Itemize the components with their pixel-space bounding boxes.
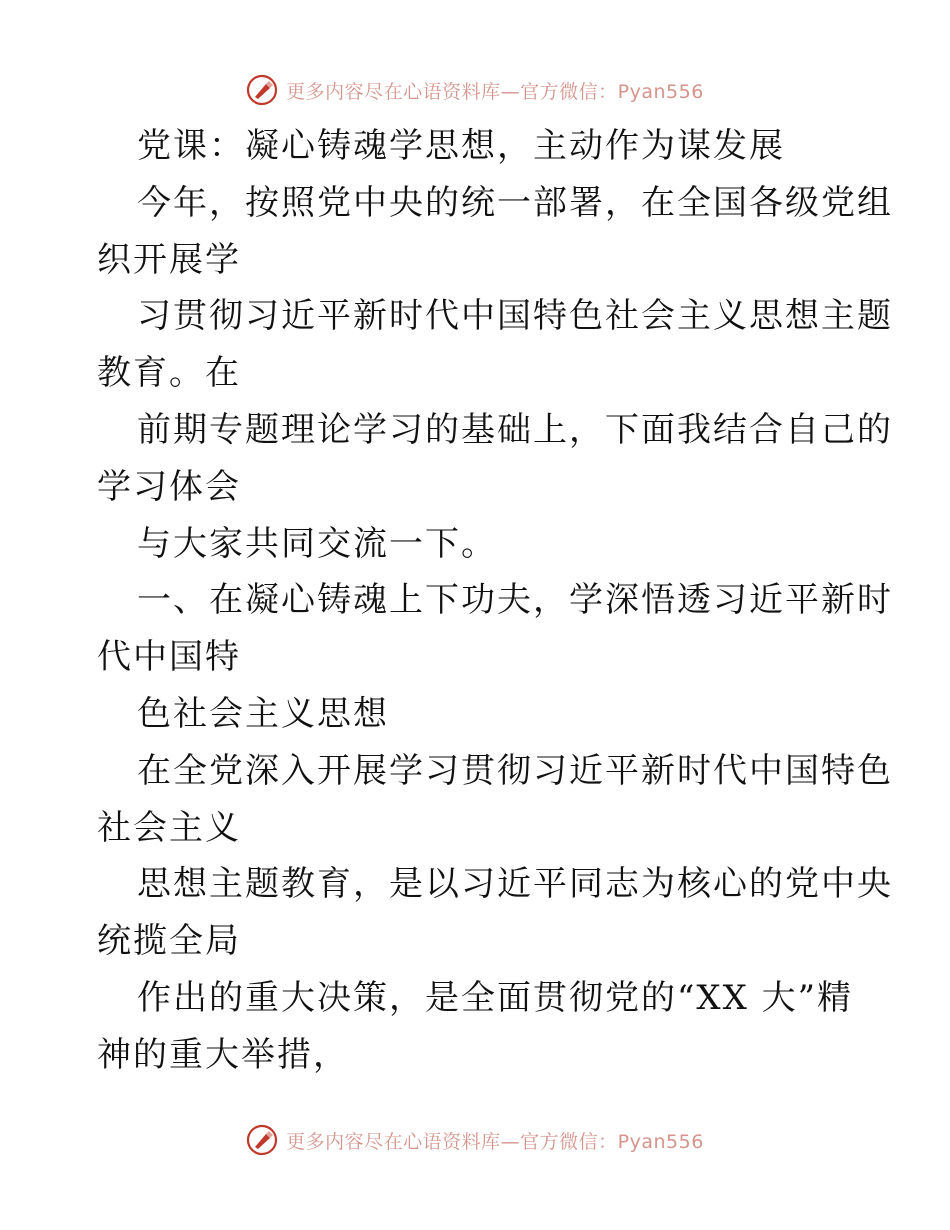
section-heading-line: 一、在凝心铸魂上下功夫，学深悟透习近平新时 <box>137 580 893 621</box>
section-heading-line: 色社会主义思想 <box>137 693 389 734</box>
paragraph-line: 教育。在 <box>97 353 241 394</box>
paragraph-line: 今年，按照党中央的统一部署，在全国各级党组 <box>137 182 893 223</box>
paragraph-line: 与大家共同交流一下。 <box>137 523 497 564</box>
paragraph-line: 作出的重大决策，是全面贯彻党的“XX 大”精 <box>137 977 853 1018</box>
paragraph-line: 神的重大举措， <box>97 1034 349 1075</box>
document-title: 党课：凝心铸魂学思想，主动作为谋发展 <box>137 126 785 166</box>
paragraph-line: 思想主题教育，是以习近平同志为核心的党中央 <box>137 864 893 905</box>
document-body <box>97 118 893 1084</box>
footer-watermark <box>0 1124 950 1156</box>
paragraph-line: 织开展学 <box>97 239 241 280</box>
watermark-text: 更多内容尽在心语资料库—官方微信：Pyan556 <box>286 80 704 103</box>
paragraph-line: 统揽全局 <box>97 921 241 962</box>
header-watermark <box>0 74 950 106</box>
watermark-text: 更多内容尽在心语资料库—官方微信：Pyan556 <box>286 1130 704 1153</box>
paragraph-line: 社会主义 <box>97 807 241 848</box>
section-heading-line: 代中国特 <box>97 637 241 678</box>
pen-nib-logo-icon <box>246 74 278 106</box>
paragraph-line: 在全党深入开展学习贯彻习近平新时代中国特色 <box>137 750 893 791</box>
paragraph-line: 习贯彻习近平新时代中国特色社会主义思想主题 <box>137 296 893 337</box>
pen-nib-logo-icon <box>246 1124 278 1156</box>
paragraph-line: 前期专题理论学习的基础上，下面我结合自己的 <box>137 409 893 450</box>
paragraph-line: 学习体会 <box>97 466 241 507</box>
